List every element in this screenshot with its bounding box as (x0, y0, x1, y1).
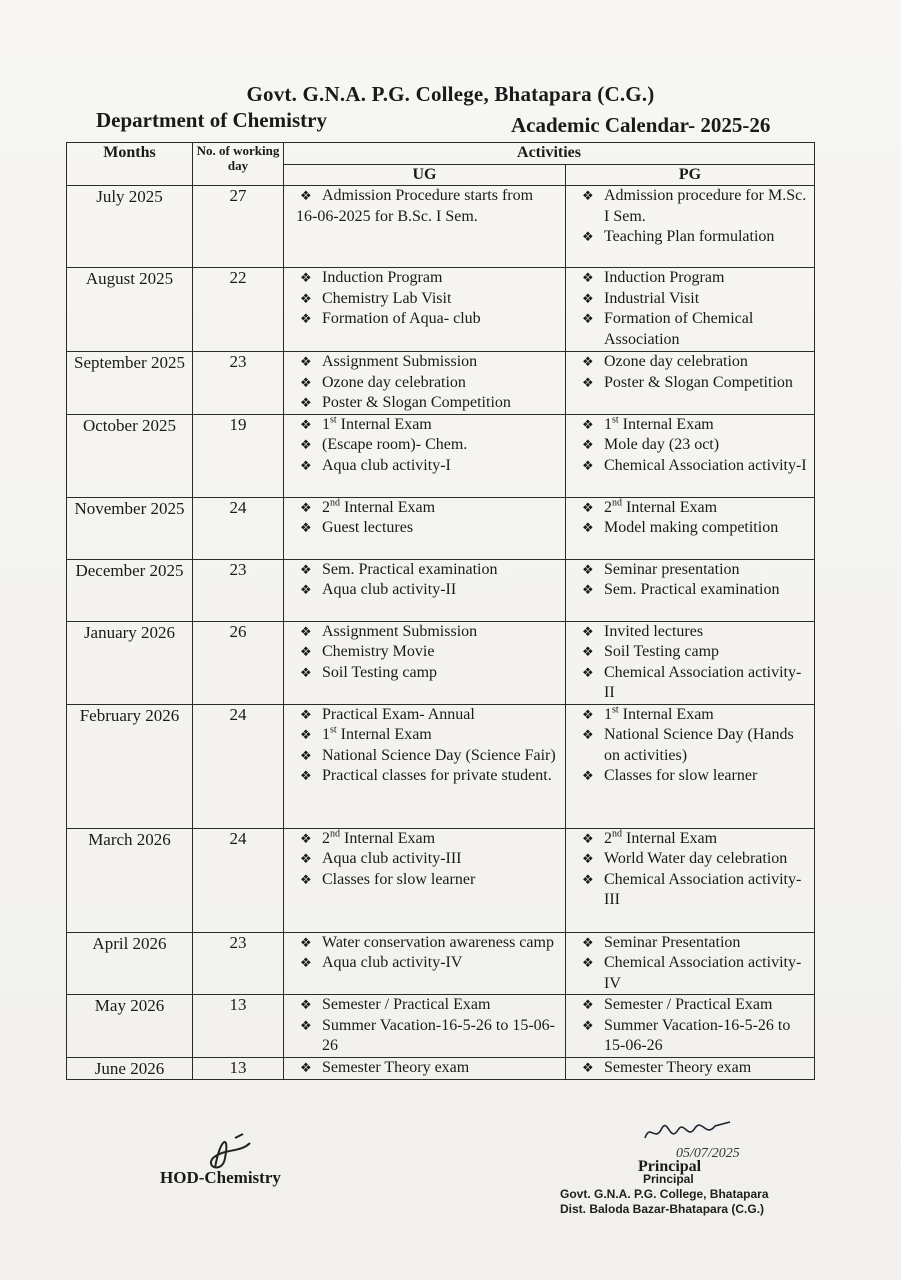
ug-activities-cell (284, 995, 566, 1058)
diamond-dots-bullet-icon: ❖ (300, 747, 312, 763)
working-days-cell: 19 (193, 414, 284, 497)
month-cell: February 2026 (67, 704, 193, 828)
ordinal-suffix: nd (330, 828, 340, 840)
diamond-dots-bullet-icon: ❖ (582, 457, 594, 473)
ug-activities-cell (284, 497, 566, 559)
diamond-dots-bullet-icon: ❖ (582, 623, 594, 639)
pg-activities-cell (566, 559, 815, 621)
pg-activities-cell (566, 414, 815, 497)
calendar-row (67, 828, 815, 932)
activity-text: Internal Exam (340, 498, 436, 516)
diamond-dots-bullet-icon: ❖ (300, 354, 312, 369)
activity-text: Practical classes for private student. (322, 767, 552, 784)
activity-item (578, 373, 810, 394)
activity-text: Chemical Association activity-III (604, 870, 802, 908)
ug-activity-list (284, 498, 565, 539)
activity-text: Formation of Chemical Association (604, 310, 754, 348)
activity-text: Internal Exam (622, 498, 718, 516)
activity-item (296, 207, 561, 228)
ug-activities-cell (284, 268, 566, 352)
header-ug: UG (284, 164, 566, 186)
pg-activity-list (566, 268, 814, 350)
working-days-cell: 22 (193, 268, 284, 352)
pg-activities-cell (566, 1057, 815, 1080)
diamond-dots-bullet-icon: ❖ (582, 290, 594, 306)
ordinal-number: 2 (604, 829, 612, 847)
activity-item (578, 415, 810, 436)
ordinal-number: 1 (322, 726, 330, 743)
activity-item (296, 498, 561, 519)
ug-activity-list (284, 186, 565, 227)
pg-activity-list (566, 186, 814, 248)
pg-activities-cell (566, 352, 815, 415)
diamond-dots-bullet-icon: ❖ (300, 270, 312, 285)
diamond-dots-bullet-icon: ❖ (582, 374, 594, 390)
activity-item (296, 580, 561, 601)
diamond-dots-bullet-icon: ❖ (300, 623, 312, 639)
ug-activities-cell (284, 621, 566, 704)
activity-text: Chemical Association activity-IV (604, 954, 802, 992)
activity-text: Teaching Plan formulation (604, 228, 775, 245)
working-days-cell: 26 (193, 621, 284, 704)
pg-activity-list (566, 560, 814, 601)
month-cell: June 2026 (67, 1057, 193, 1080)
diamond-dots-bullet-icon: ❖ (582, 727, 594, 742)
activity-text: Aqua club activity-IV (322, 954, 463, 971)
pg-activity-list (566, 829, 814, 911)
activity-text: National Science Day (Hands on activities) (604, 726, 794, 764)
diamond-dots-bullet-icon: ❖ (300, 582, 312, 597)
activity-text: Internal Exam (622, 829, 718, 847)
ug-activity-list (284, 268, 565, 330)
working-days-cell: 24 (193, 828, 284, 932)
diamond-dots-bullet-icon: ❖ (300, 871, 312, 887)
ug-activities-cell (284, 559, 566, 621)
ug-activity-list (284, 933, 565, 974)
ordinal-suffix: nd (612, 828, 622, 840)
activity-text: Semester / Practical Exam (322, 996, 491, 1013)
activity-text: Semester / Practical Exam (604, 996, 773, 1013)
ug-activities-cell (284, 704, 566, 828)
diamond-dots-bullet-icon: ❖ (300, 457, 312, 473)
ug-activities-cell (284, 186, 566, 268)
activity-item (578, 953, 810, 994)
activity-text: Internal Exam (618, 705, 714, 723)
ug-activities-cell (284, 932, 566, 995)
activity-item (578, 1016, 810, 1057)
pg-activity-list (566, 415, 814, 477)
ordinal-suffix: st (612, 414, 619, 426)
ordinal-number: 1 (604, 705, 612, 723)
activity-text: Water conservation awareness camp (322, 933, 554, 951)
activity-item (578, 829, 810, 850)
diamond-dots-bullet-icon: ❖ (300, 664, 312, 680)
pg-activities-cell (566, 497, 815, 559)
activity-text: Soil Testing camp (604, 643, 720, 660)
activity-item (578, 289, 810, 310)
diamond-dots-bullet-icon: ❖ (582, 1017, 594, 1033)
working-days-cell: 27 (193, 186, 284, 268)
month-cell: December 2025 (67, 559, 193, 621)
diamond-dots-bullet-icon: ❖ (582, 871, 594, 887)
hod-signature-label: HOD-Chemistry (160, 1168, 281, 1187)
principal-signature-label: Principal (638, 1158, 702, 1175)
ordinal-suffix: nd (330, 497, 340, 509)
diamond-dots-bullet-icon: ❖ (582, 664, 594, 680)
month-cell: October 2025 (67, 414, 193, 497)
stamp-line-3: Dist. Baloda Bazar-Bhatapara (C.G.) (560, 1202, 765, 1216)
activity-item (296, 352, 561, 373)
diamond-dots-bullet-icon: ❖ (582, 851, 594, 866)
calendar-row (67, 414, 815, 497)
activity-text: Sem. Practical examination (604, 581, 780, 598)
activity-item (296, 995, 561, 1016)
calendar-row (67, 1057, 815, 1080)
activity-item (578, 870, 810, 911)
diamond-dots-bullet-icon: ❖ (582, 520, 594, 535)
college-name: Govt. G.N.A. P.G. College, Bhatapara (C.G.) (246, 82, 655, 106)
activity-item (296, 663, 561, 684)
month-cell: July 2025 (67, 186, 193, 268)
activity-item (578, 933, 810, 954)
activity-item (578, 622, 810, 643)
pg-activities-cell (566, 268, 815, 352)
activity-item (578, 456, 810, 477)
ug-activities-cell (284, 1057, 566, 1080)
activity-item (578, 518, 810, 539)
activity-item (296, 289, 561, 310)
activity-item (578, 186, 810, 227)
activity-text: Semester Theory exam (322, 1058, 470, 1076)
activity-item (296, 309, 561, 330)
month-cell: August 2025 (67, 268, 193, 352)
principal-signature-date: 05/07/2025 (676, 1146, 740, 1161)
activity-item (296, 186, 561, 207)
diamond-dots-bullet-icon: ❖ (300, 706, 312, 722)
ug-activities-cell (284, 414, 566, 497)
calendar-row (67, 352, 815, 415)
ug-activity-list (284, 352, 565, 414)
activity-text: Formation of Aqua- club (322, 310, 481, 327)
diamond-dots-bullet-icon: ❖ (300, 727, 312, 742)
activity-item (296, 560, 561, 581)
working-days-cell: 23 (193, 932, 284, 995)
diamond-dots-bullet-icon: ❖ (300, 290, 312, 306)
ug-activity-list (284, 705, 565, 787)
activity-item (296, 725, 561, 746)
pg-activities-cell (566, 621, 815, 704)
activity-text: Classes for slow learner (322, 870, 476, 888)
diamond-dots-bullet-icon: ❖ (300, 395, 312, 410)
activity-item (296, 746, 561, 767)
activity-text: Aqua club activity-I (322, 456, 451, 474)
month-cell: November 2025 (67, 497, 193, 559)
month-cell: September 2025 (67, 352, 193, 415)
calendar-row (67, 268, 815, 352)
activity-text: Summer Vacation-16-5-26 to 15-06-26 (604, 1016, 791, 1054)
diamond-dots-bullet-icon: ❖ (300, 997, 312, 1012)
activity-item (296, 766, 561, 787)
activity-text: Seminar Presentation (604, 933, 741, 951)
pg-activities-cell (566, 932, 815, 995)
activity-text: Invited lectures (604, 622, 704, 640)
diamond-dots-bullet-icon: ❖ (300, 934, 312, 950)
activity-item (578, 268, 810, 289)
pg-activity-list (566, 705, 814, 787)
activity-text: Chemistry Movie (322, 643, 435, 660)
activity-text: Ozone day celebration (322, 373, 466, 391)
month-cell: May 2026 (67, 995, 193, 1058)
ordinal-number: 2 (322, 498, 330, 516)
activity-text: Ozone day celebration (604, 353, 748, 370)
ug-activity-list (284, 560, 565, 601)
ordinal-suffix: nd (612, 497, 622, 509)
header-months: Months (67, 143, 193, 186)
pg-activities-cell (566, 704, 815, 828)
activity-item (578, 580, 810, 601)
pg-activity-list (566, 622, 814, 704)
calendar-row (67, 559, 815, 621)
activity-item (578, 309, 810, 350)
activity-item (296, 415, 561, 436)
header-activities: Activities (284, 143, 815, 165)
ordinal-number: 2 (322, 829, 330, 847)
diamond-dots-bullet-icon: ❖ (300, 416, 312, 432)
activity-text: Induction Program (322, 269, 443, 286)
activity-text: Internal Exam (336, 726, 432, 743)
activity-item (296, 870, 561, 891)
stamp-line-2: Govt. G.N.A. P.G. College, Bhatapara (560, 1187, 769, 1201)
activity-item (578, 995, 810, 1016)
activity-item (296, 373, 561, 394)
activity-text: Seminar presentation (604, 560, 740, 578)
diamond-dots-bullet-icon: ❖ (582, 830, 594, 846)
diamond-dots-bullet-icon: ❖ (582, 188, 594, 203)
activity-item (578, 642, 810, 663)
diamond-dots-bullet-icon: ❖ (300, 644, 312, 659)
activity-item (578, 352, 810, 373)
activity-text: Induction Program (604, 269, 725, 286)
activity-text: (Escape room)- Chem. (322, 436, 468, 453)
ug-activities-cell (284, 352, 566, 415)
activity-item (578, 1058, 810, 1079)
activity-text: Soil Testing camp (322, 663, 438, 681)
diamond-dots-bullet-icon: ❖ (582, 768, 594, 783)
ug-activity-list (284, 995, 565, 1057)
principal-stamp (560, 1172, 769, 1217)
diamond-dots-bullet-icon: ❖ (300, 499, 312, 515)
activity-text: Guest lectures (322, 519, 414, 536)
ug-activity-list (284, 1058, 565, 1079)
diamond-dots-bullet-icon: ❖ (582, 1059, 594, 1075)
ordinal-suffix: st (330, 414, 337, 426)
diamond-dots-bullet-icon: ❖ (300, 830, 312, 846)
activity-item (578, 849, 810, 870)
activity-item (578, 663, 810, 704)
activity-item (296, 849, 561, 870)
activity-item (296, 456, 561, 477)
activity-item (578, 498, 810, 519)
calendar-row (67, 497, 815, 559)
diamond-dots-bullet-icon: ❖ (582, 997, 594, 1012)
principal-signature-mark (640, 1118, 740, 1148)
diamond-dots-bullet-icon: ❖ (300, 768, 312, 783)
activity-item (296, 393, 561, 414)
diamond-dots-bullet-icon: ❖ (582, 561, 594, 577)
pg-activity-list (566, 498, 814, 539)
diamond-dots-bullet-icon: ❖ (300, 561, 312, 577)
activity-text: Sem. Practical examination (322, 560, 498, 578)
diamond-dots-bullet-icon: ❖ (582, 437, 594, 452)
working-days-cell: 13 (193, 1057, 284, 1080)
activity-text: National Science Day (Science Fair) (322, 746, 556, 764)
activity-text: Poster & Slogan Competition (604, 373, 793, 391)
activity-text: Internal Exam (618, 415, 714, 433)
calendar-row (67, 186, 815, 268)
activity-item (296, 1016, 561, 1057)
activity-text: World Water day celebration (604, 850, 788, 867)
diamond-dots-bullet-icon: ❖ (582, 229, 594, 244)
activity-text: Classes for slow learner (604, 767, 758, 784)
academic-calendar-table (66, 142, 815, 1080)
activity-item (296, 622, 561, 643)
calendar-row (67, 621, 815, 704)
activity-text: Chemistry Lab Visit (322, 289, 452, 307)
activity-text: Industrial Visit (604, 289, 700, 307)
diamond-dots-bullet-icon: ❖ (300, 851, 312, 866)
activity-text: Aqua club activity-III (322, 850, 462, 867)
diamond-dots-bullet-icon: ❖ (300, 188, 312, 203)
activity-text: Admission procedure for M.Sc. I Sem. (604, 187, 807, 225)
working-days-cell: 23 (193, 559, 284, 621)
stamp-line-1: Principal (643, 1172, 694, 1186)
calendar-body (67, 186, 815, 1080)
activity-text: Model making competition (604, 519, 779, 536)
activity-text: Poster & Slogan Competition (322, 394, 511, 411)
activity-item (296, 435, 561, 456)
working-days-cell: 24 (193, 704, 284, 828)
diamond-dots-bullet-icon: ❖ (582, 416, 594, 432)
activity-text: Practical Exam- Annual (322, 705, 475, 723)
pg-activity-list (566, 995, 814, 1057)
working-days-cell: 13 (193, 995, 284, 1058)
activity-item (296, 933, 561, 954)
header-working-days: No. of working day (193, 143, 284, 186)
working-days-cell: 23 (193, 352, 284, 415)
activity-item (296, 953, 561, 974)
ug-activity-list (284, 829, 565, 891)
ordinal-suffix: st (330, 724, 337, 736)
working-days-cell: 24 (193, 497, 284, 559)
activity-text: Semester Theory exam (604, 1058, 752, 1076)
diamond-dots-bullet-icon: ❖ (300, 437, 312, 452)
ug-activity-list (284, 622, 565, 684)
calendar-row (67, 704, 815, 828)
header-pg: PG (566, 164, 815, 186)
diamond-dots-bullet-icon: ❖ (300, 1059, 312, 1075)
activity-text: Internal Exam (336, 415, 432, 433)
activity-item (578, 725, 810, 766)
activity-item (296, 642, 561, 663)
ordinal-number: 2 (604, 498, 612, 516)
diamond-dots-bullet-icon: ❖ (582, 499, 594, 515)
activity-text: Chemical Association activity-I (604, 456, 807, 474)
diamond-dots-bullet-icon: ❖ (300, 1017, 312, 1033)
activity-item (296, 268, 561, 289)
activity-item (578, 435, 810, 456)
activity-item (296, 518, 561, 539)
pg-activities-cell (566, 995, 815, 1058)
ug-activities-cell (284, 828, 566, 932)
diamond-dots-bullet-icon: ❖ (582, 311, 594, 326)
pg-activity-list (566, 352, 814, 393)
ordinal-suffix: st (612, 704, 619, 716)
activity-item (578, 560, 810, 581)
pg-activity-list (566, 933, 814, 995)
activity-item (296, 1058, 561, 1079)
activity-text: Aqua club activity-II (322, 581, 457, 598)
department-name: Department of Chemistry (96, 108, 327, 132)
diamond-dots-bullet-icon: ❖ (300, 311, 312, 326)
month-cell: March 2026 (67, 828, 193, 932)
diamond-dots-bullet-icon: ❖ (582, 644, 594, 659)
diamond-dots-bullet-icon: ❖ (300, 955, 312, 970)
diamond-dots-bullet-icon: ❖ (582, 582, 594, 597)
diamond-dots-bullet-icon: ❖ (582, 270, 594, 285)
calendar-row (67, 932, 815, 995)
pg-activities-cell (566, 186, 815, 268)
month-cell: April 2026 (67, 932, 193, 995)
calendar-title: Academic Calendar- 2025-26 (511, 113, 771, 137)
activity-text: Internal Exam (340, 829, 436, 847)
ordinal-number: 1 (322, 415, 330, 433)
ug-activity-list (284, 415, 565, 477)
activity-text: Chemical Association activity-II (604, 663, 802, 701)
activity-item (578, 227, 810, 248)
activity-item (578, 766, 810, 787)
diamond-dots-bullet-icon: ❖ (582, 955, 594, 970)
activity-text: Summer Vacation-16-5-26 to 15-06-26 (322, 1016, 555, 1054)
activity-item (296, 829, 561, 850)
activity-text: Assignment Submission (322, 622, 478, 640)
activity-text: 16-06-2025 for B.Sc. I Sem. (296, 207, 478, 225)
month-cell: January 2026 (67, 621, 193, 704)
pg-activity-list (566, 1058, 814, 1079)
diamond-dots-bullet-icon: ❖ (582, 706, 594, 722)
activity-text: Assignment Submission (322, 353, 478, 370)
diamond-dots-bullet-icon: ❖ (300, 520, 312, 535)
activity-item (578, 705, 810, 726)
ordinal-number: 1 (604, 415, 612, 433)
activity-text: Mole day (23 oct) (604, 436, 720, 453)
diamond-dots-bullet-icon: ❖ (582, 934, 594, 950)
activity-item (296, 705, 561, 726)
diamond-dots-bullet-icon: ❖ (582, 354, 594, 369)
activity-text: Admission Procedure starts from (322, 187, 534, 204)
calendar-row (67, 995, 815, 1058)
diamond-dots-bullet-icon: ❖ (300, 374, 312, 390)
pg-activities-cell (566, 828, 815, 932)
